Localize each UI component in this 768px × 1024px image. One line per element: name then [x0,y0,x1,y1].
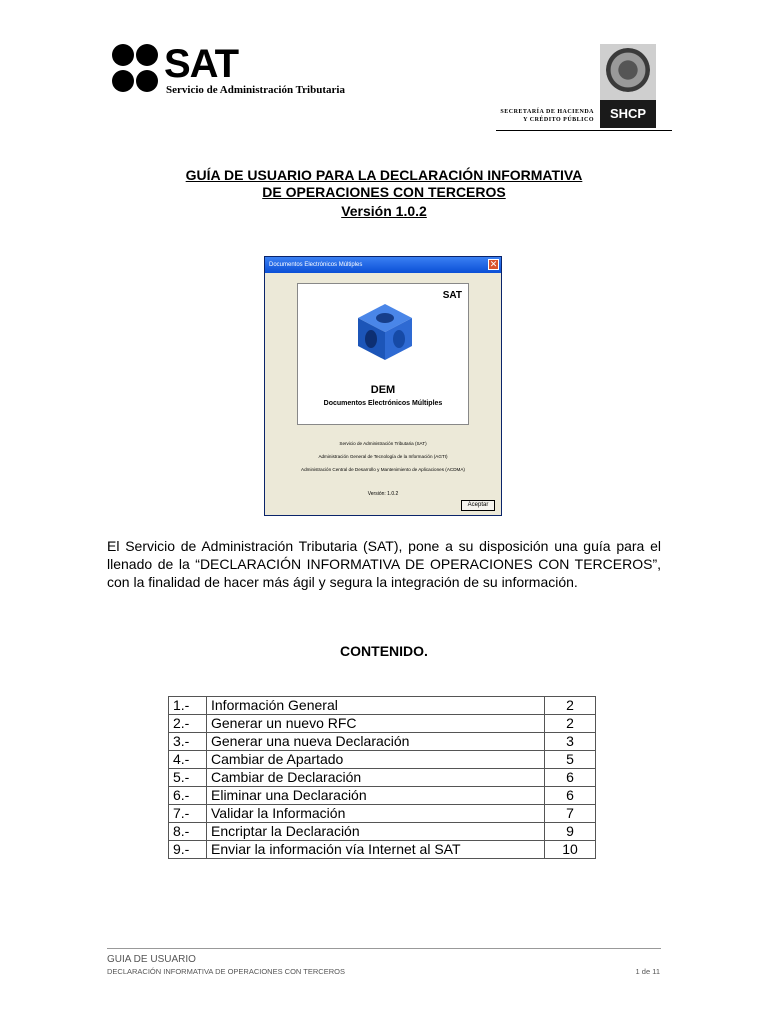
header-divider [496,130,672,131]
sat-logo [112,44,372,100]
dialog-sat-logo: SAT [442,290,462,301]
intro-paragraph: El Servicio de Administración Tributaria (SAT), pone a su disposición una guía para el llenado de la “DECLARACIÓN INFORMATIVA DE OPERACIONES CON TERCEROS”, con la finalidad de hacer más ágil y segura la integración de su información. [107,538,661,590]
dialog-credit-1: Servicio de Administración Tributaria (SAT) [339,441,427,446]
table-row: 4.- Cambiar de Apartado 5 [169,751,596,769]
dialog-titlebar [265,257,501,273]
table-row: 1.- Información General 2 [169,697,596,715]
document-title-line2: DE OPERACIONES CON TERCEROS [262,184,506,200]
table-row: 6.- Eliminar una Declaración 6 [169,787,596,805]
document-version: Versión 1.0.2 [341,203,427,219]
dialog-version: Versión: 1.0.2 [367,491,399,497]
document-title-line1: GUÍA DE USUARIO PARA LA DECLARACIÓN INFORMATIVA [185,167,583,183]
dialog-app-name: DEM [370,384,396,396]
sat-logo-text: SAT [164,42,239,86]
dialog-credit-3: Administración Central de Desarrollo y Mantenimiento de Aplicaciones (ACDMA) [301,467,465,472]
close-icon[interactable]: ✕ [489,259,498,269]
shcp-label: SHCP [600,100,656,128]
contents-table [168,696,596,859]
footer-subtitle: DECLARACIÓN INFORMATIVA DE OPERACIONES CON TERCEROS [107,967,345,976]
table-row: 3.- Generar una nueva Declaración 3 [169,733,596,751]
table-row: 9.- Enviar la información vía Internet al SAT 10 [169,841,596,859]
table-row: 7.- Validar la Información 7 [169,805,596,823]
sat-logo-dots [112,44,160,94]
sat-logo-subtitle: Servicio de Administración Tributaria [166,84,345,96]
footer-divider [107,948,661,949]
table-row: 2.- Generar un nuevo RFC 2 [169,715,596,733]
table-row: 5.- Cambiar de Declaración 6 [169,769,596,787]
dialog-credit-2: Administración General de Tecnología de la Información (AGTI) [318,454,448,459]
national-seal-icon [600,44,656,100]
dialog-title: Documentos Electrónicos Múltiples [269,262,363,268]
dem-about-dialog [264,256,502,516]
aceptar-button[interactable]: Aceptar [461,500,495,511]
dialog-app-fullname: Documentos Electrónicos Múltiples [323,400,443,407]
dialog-logo-panel [297,283,469,425]
shcp-logo [496,44,672,132]
page-number: 1 de 11 [635,967,660,976]
table-row: 8.- Encriptar la Declaración 9 [169,823,596,841]
footer-title: GUIA DE USUARIO [107,954,196,965]
cube-icon [354,300,416,362]
contents-heading: CONTENIDO. [340,643,428,659]
secretaria-label: SECRETARÍA DE HACIENDA Y CRÉDITO PÚBLICO [500,109,594,123]
